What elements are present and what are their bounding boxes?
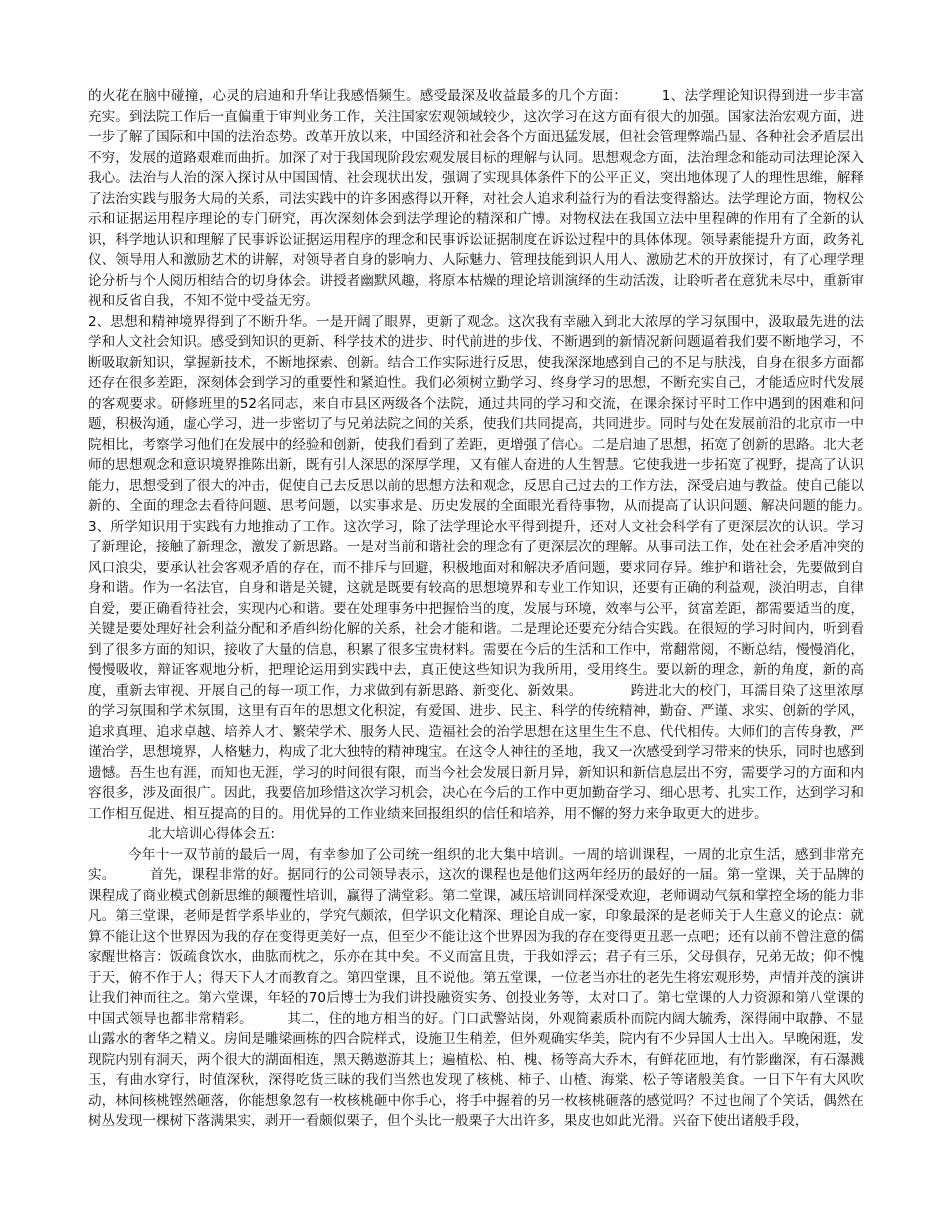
paragraph-3: 今年十一双节前的最后一周，有幸参加了公司统一组织的北大集中培训。一周的培训课程，一周的北京生活，感到非常充实。 首先，课程非常的好。据同行的公司领导表示，这次的课程也是他们这两年经历的最好的一届。第一堂课，关于品牌的课程成了商业模式创新思维的颠覆性培训，赢得了满堂彩。第二堂课，减压培训同样深受欢迎，老师调动气氛和掌控全场的能力非凡。第三堂课，老师是哲学系毕业的，学究气颇浓，但学识文化精深、理论自成一家，印象最深的是老师关于人生意义的论点：就算不能让这个世界因为我的存在变得更美好一点，但至少不能让这个世界因为我的存在变得更丑恶一点吧；还有以前不曾注意的儒家醒世格言：饭疏食饮水，曲肱而枕之，乐亦在其中矣。不义而富且贵，于我如浮云；君子有三乐，父母俱存，兄弟无故；仰不愧于天，俯不作于人；得天下人才而教育之。第四堂课，且不说他。第五堂课，一位老当亦壮的老先生将宏观形势，声情并茂的演讲让我们神而往之。第六堂课，年轻的70后博士为我们讲投融资实务、创投业务等，太对口了。第七堂课的人力资源和第八堂课的中国式领导也都非常精彩。 其二，住的地方相当的好。门口武警站岗，外观简素质朴而院内阔大毓秀，深得闹中取静、不显山露水的奢华之精义。房间是雕梁画栋的四合院样式，设施卫生稍差，但外观确实华美，院内有不少异国人士出入。早晚闲逛，发现院内别有洞天，两个很大的湖面相连，黑天鹅遨游其上；遍植松、柏、槐、杨等高大乔木，有鲜花匝地，有竹影幽深，有石瀑溅玉，有曲水穿行，时值深秋，深得吃货三昧的我们当然也发现了核桃、柿子、山楂、海棠、松子等诸般美食。一日下午有大风吹动，林间核桃铿然砸落，你能想象忽有一枚核桃砸中你手心，将手中握着的另一枚核桃砸落的感觉吗？不过也闹了个笑话，偶然在树丛发现一棵树下落满果实，剥开一看颇似栗子，但个头比一般栗子大出许多，果皮也如此光滑。兴奋下使出诸般手段， — [88, 846, 864, 1129]
section-heading: 北大培训心得体会五: — [148, 826, 275, 842]
paragraph-1: 的火花在脑中碰撞，心灵的启迪和升华让我感悟频生。感受最深及收益最多的几个方面： 1、法学理论知识得到进一步丰富充实。到法院工作后一直偏重于审判业务工作，关注国家宏观领域较少，这次学习在这方面有很大的加强。国家法治宏观方面，进一步了解了国际和中国的法治态势。改革开放以来，中国经济和社会各个方面迅猛发展，但社会管理弊端凸显、各种社会矛盾层出不穷，发展的道路艰难而曲折。加深了对于我国现阶段宏观发展目标的理解与认同。思想观念方面，法治理念和能动司法理论深入我心。法治与人治的深入探讨从中国国情、社会现状出发，强调了实现具体条件下的公平正义，突出地体现了人的理性思维，解释了法治实践与服务大局的关系，司法实践中的许多困惑得以开释，对社会人追求利益行为的看法变得豁达。法学理论方面，物权公示和证据运用程序理论的专门研究，再次深刻体会到法学理论的精深和广博。对物权法在我国立法中里程碑的作用有了全新的认识，科学地认识和理解了民事诉讼证据运用程序的理念和民事诉讼证据制度在诉讼过程中的具体体现。领导素能提升方面，政务礼仪、领导用人和激励艺术的讲解，对领导者自身的影响力、人际魅力、管理技能到识人用人、激励艺术的开放探讨，有了心理学理论分析与个人阅历相结合的切身体会。讲授者幽默风趣，将原本枯燥的理论培训演绎的生动活泼，让聆听者在意犹未尽中，重新审视和反省自我，不知不觉中受益无穷。 — [88, 88, 864, 309]
document-page — [88, 86, 905, 1206]
paragraph-2: 2、思想和精神境界得到了不断升华。一是开阔了眼界，更新了观念。这次我有幸融入到北大浓厚的学习氛围中，汲取最先进的法学和人文社会知识。感受到知识的更新、科学技术的进步、时代前进的步伐、不断遇到的新情况新问题逼着我们要不断地学习，不断吸取新知识，掌握新技术，不断地探索、创新。结合工作实际进行反思，使我深深地感到自己的不足与肤浅，自身在很多方面都还存在很多差距，深刻体会到学习的重要性和紧迫性。我们必须树立勤学习、终身学习的思想，不断充实自己，才能适应时代发展的客观要求。研修班里的52名同志，来自市县区两级各个法院，通过共同的学习和交流，在课余探讨平时工作中遇到的困难和问题，积极沟通，虚心学习，进一步密切了与兄弟法院之间的关系，使我们共同提高，共同进步。同时与处在发展前沿的北京市一中院相比，考察学习他们在发展中的经验和创新，使我们看到了差距，更增强了信心。二是启迪了思想，拓宽了创新的思路。北大老师的思想观念和意识境界推陈出新，既有引人深思的深厚学理，又有催人奋进的人生智慧。它使我进一步拓宽了视野，提高了认识能力，思想受到了很大的冲击，促使自己去反思以前的思想方法和观念，反思自己过去的工作方法，深受启迪与教益。使自己能以新的、全面的理念去看待问题、思考问题，以实事求是、历史发展的全面眼光看待事物，从而提高了认识问题、解决问题的能力。 3、所学知识用于实践有力地推动了工作。这次学习，除了法学理论水平得到提升，还对人文社会科学有了更深层次的认识。学习了新理论，接触了新理念，激发了新思路。一是对当前和谐社会的理念有了更深层次的理解。从事司法工作，处在社会矛盾冲突的风口浪尖，要承认社会客观矛盾的存在，而不排斥与回避，积极地面对和解决矛盾问题，要求同存异。维护和谐社会，先要做到自身和谐。作为一名法官，自身和谐是关键，这就是既要有较高的思想境界和专业工作知识，还要有正确的利益观，淡泊明志，自律自爱，要正确看待社会，实现内心和谐。要在处理事务中把握恰当的度，发展与环境，效率与公平，贫富差距，都需要适当的度，关键是要处理好社会利益分配和矛盾纠纷化解的关系，社会才能和谐。二是理论还要充分结合实践。在很短的学习时间内，听到看到了很多方面的知识，接收了大量的信息，积累了很多宝贵材料。需要在今后的生活和工作中，常翻常阅，不断总结，慢慢消化，慢慢吸收，辩证客观地分析，把理论运用到实践中去，真正使这些知识为我所用，受用终生。要以新的理念，新的角度，新的高度，重新去审视、开展自己的每一项工作，力求做到有新思路、新变化、新效果。 跨进北大的校门，耳濡目染了这里浓厚的学习氛围和学术氛围，这里有百年的思想文化积淀，有爱国、进步、民主、科学的传统精神，勤奋、严谨、求实、创新的学风，追求真理、追求卓越、培养人才、繁荣学术、服务人民、造福社会的治学思想在这里生生不息、代代相传。大师们的言传身教，严谨治学，思想境界，人格魅力，构成了北大独特的精神瑰宝。在这令人神往的圣地，我又一次感受到学习带来的快乐，同时也感到遗憾。吾生也有涯，而知也无涯，学习的时间很有限，而当今社会发展日新月异，新知识和新信息层出不穷，需要学习的方面和内容很多，涉及面很广。因此，我要倍加珍惜这次学习机会，决心在今后的工作中更加勤奋学习、细心思考、扎实工作，达到学习和工作相互促进、相互提高的目的。用优异的工作业绩来回报组织的信任和培养，用不懈的努力来争取更大的进步。 — [88, 313, 905, 822]
